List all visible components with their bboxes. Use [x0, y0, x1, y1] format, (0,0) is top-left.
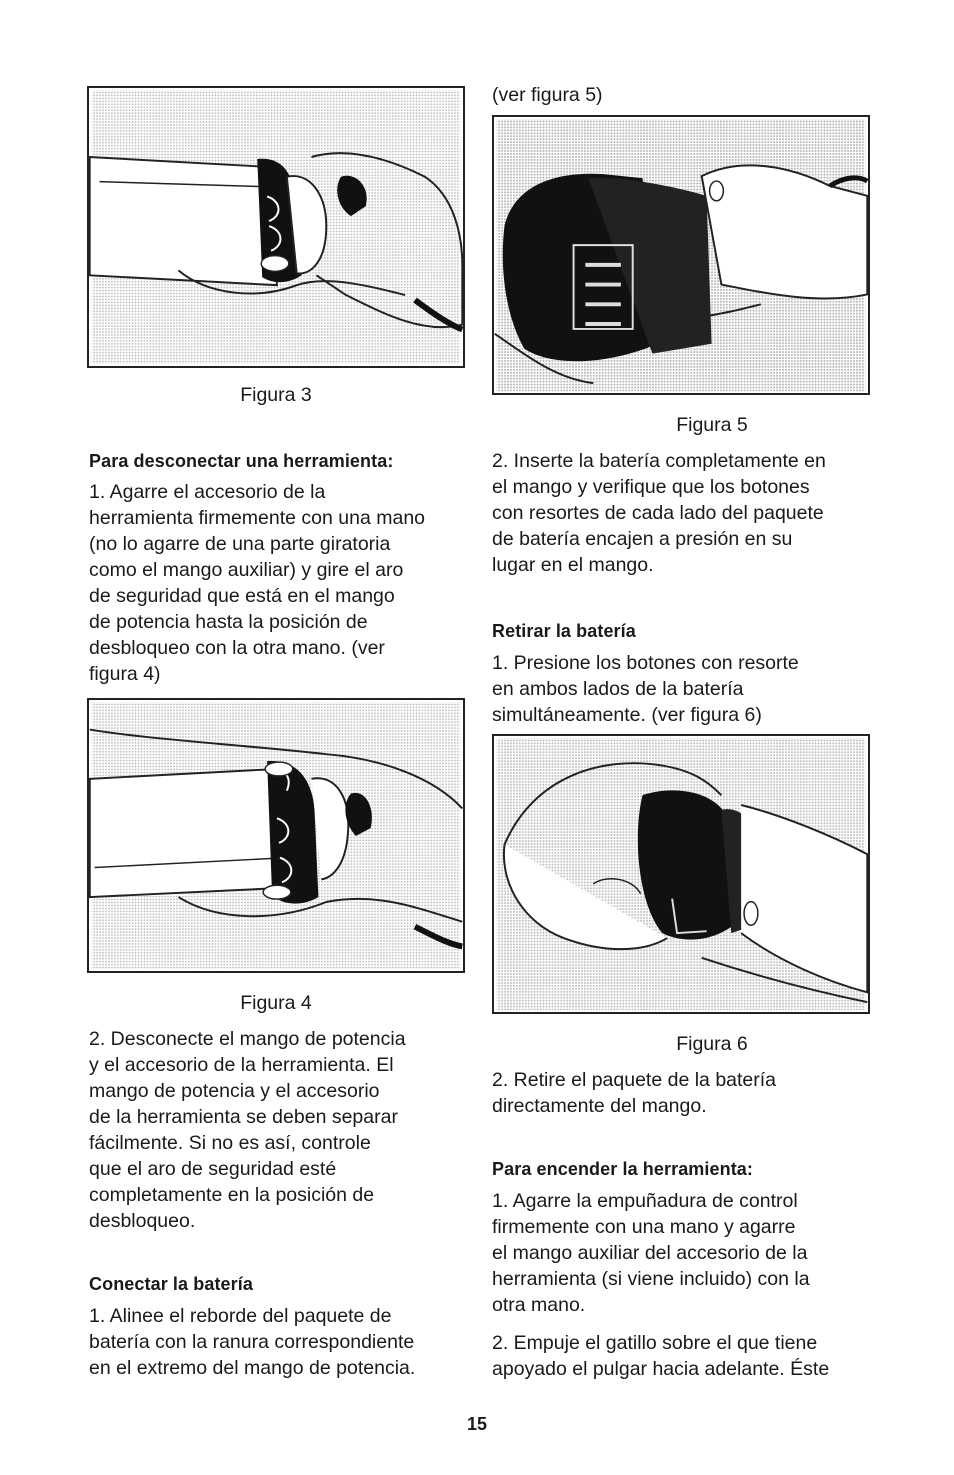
figure-4-illustration — [87, 698, 465, 973]
start-step-1: 1. Agarre la empuñadura de control firmemente con una mano y agarre el mango auxiliar del accesorio de la herramienta (si viene incluido) con la otra mano. — [492, 1190, 810, 1316]
insert-battery-illustration — [494, 117, 868, 393]
remove-battery-heading: Retirar la batería — [492, 621, 636, 641]
figure-5-illustration — [492, 115, 870, 395]
start-step-2: 2. Empuje el gatillo sobre el que tiene apoyado el pulgar hacia adelante. Éste — [492, 1332, 830, 1380]
remove-step-1: 1. Presione los botones con resorte en ambos lados de la batería simultáneamente. (ver figura 6) — [492, 652, 799, 726]
remove-step-2: 2. Retire el paquete de la batería directamente del mango. — [492, 1069, 777, 1117]
start-tool-heading: Para encender la herramienta: — [492, 1159, 754, 1179]
disconnect-step-1: 1. Agarre el accesorio de la herramienta firmemente con una mano (no lo agarre de una parte giratoria como el mango auxiliar) y gire el aro de seguridad que está en el mango de potencia hasta la posición de desbloqueo con la otra mano. (ver figura 4) — [89, 481, 426, 685]
disconnect-step-2: 2. Desconecte el mango de potencia y el accesorio de la herramienta. El mango de potencia y el accesorio de la herramienta se deben separar fácilmente. Si no es así, controle que el aro de seguridad esté completamente en la posición de desbloqueo. — [89, 1028, 406, 1232]
connect-step-1: 1. Alinee el reborde del paquete de batería con la ranura correspondiente en el extremo del mango de potencia. — [89, 1305, 416, 1379]
figure-4-caption: Figura 4 — [240, 992, 312, 1014]
figure-6-caption: Figura 6 — [676, 1033, 748, 1055]
see-figure-5-note: (ver figura 5) — [492, 84, 603, 106]
connect-battery-heading: Conectar la batería — [89, 1274, 253, 1294]
power-handle-ring-illustration — [89, 88, 463, 366]
figure-6-illustration — [492, 734, 870, 1014]
figure-3-caption: Figura 3 — [240, 384, 312, 406]
figure-5-caption: Figura 5 — [676, 414, 748, 436]
disconnect-tool-heading: Para desconectar una herramienta: — [89, 451, 394, 471]
figure-3-illustration — [87, 86, 465, 368]
connect-step-2: 2. Inserte la batería completamente en el mango y verifique que los botones con resortes de cada lado del paquete de batería encajen a presión en su lugar en el mango. — [492, 450, 826, 576]
remove-battery-illustration — [494, 736, 868, 1012]
unlock-ring-illustration — [89, 700, 463, 971]
page-number: 15 — [466, 1414, 488, 1434]
